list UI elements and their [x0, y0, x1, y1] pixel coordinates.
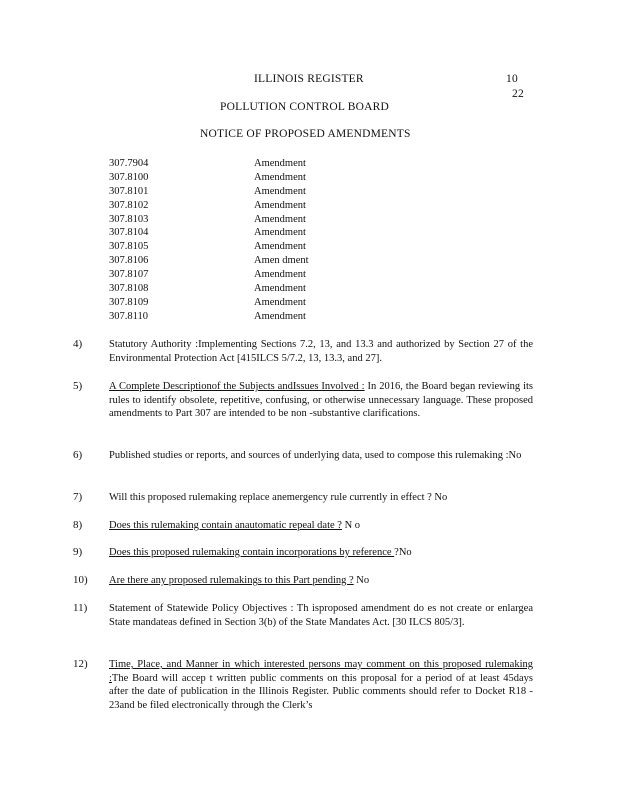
item-text	[109, 491, 533, 505]
item-text	[109, 546, 533, 560]
item-number: 9)	[73, 546, 83, 558]
section-row	[109, 213, 369, 227]
item-content: Published studies or reports, and sources of underlying data, used to compose this rulemaking :No	[109, 450, 522, 461]
page-number-bottom: 22	[512, 88, 524, 100]
section-number: 307.8105	[109, 241, 149, 253]
section-action: Amendment	[254, 158, 306, 169]
section-number: 307.8101	[109, 185, 149, 197]
item-text	[109, 338, 533, 365]
item-number: 12)	[73, 658, 88, 670]
statutory-authority-text: Statutory Authority :Implementing Sections 7.2, 13, and 13.3 and authorized by Section 27 of the Environmental Protection Act [415ILCS 5/7.2, 13, 13.3, and 27].	[109, 339, 533, 364]
item-number: 7)	[73, 491, 83, 503]
item-content: N o	[341, 520, 361, 531]
section-action: Amendment	[254, 310, 306, 322]
section-list	[109, 157, 369, 324]
notice-title: NOTICE OF PROPOSED AMENDMENTS	[200, 128, 411, 140]
section-row	[109, 157, 369, 171]
item-content: Statement of Statewide Policy Objectives : Th isproposed amendment do es not create or enlargea State mandateas defined in Section 3(b) of the State Mandates Act. [30 ILCS 805/3].	[109, 603, 533, 628]
section-action: Amendment	[254, 227, 306, 239]
section-row	[109, 254, 369, 268]
section-row	[109, 296, 369, 310]
item-content: ?No	[394, 547, 412, 558]
section-number: 307.8103	[109, 213, 149, 225]
item-content: Will this proposed rulemaking replace anemergency rule currently in effect ? No	[109, 492, 448, 503]
section-row	[109, 268, 369, 282]
section-action: Amendment	[254, 213, 306, 225]
section-action: Amendment	[254, 296, 306, 308]
section-number: 307.8102	[109, 199, 149, 211]
item-heading: Are there any proposed rulemakings to this Part pending ?	[109, 575, 354, 586]
item-number: 8)	[73, 519, 83, 531]
item-number: 4)	[73, 338, 83, 350]
section-action: Amendment	[254, 171, 306, 183]
section-action: Amendment	[254, 269, 306, 281]
section-row	[109, 240, 369, 254]
section-number: 307.8108	[109, 283, 149, 295]
section-number: 307.8110	[109, 310, 148, 322]
section-number: 307.8104	[109, 227, 149, 239]
section-row	[109, 185, 369, 199]
section-row	[109, 226, 369, 240]
section-row	[109, 199, 369, 213]
section-number: 307.8106	[109, 255, 149, 267]
board-title: POLLUTION CONTROL BOARD	[220, 101, 390, 113]
section-number: 307.8109	[109, 296, 149, 308]
item-text	[109, 574, 533, 588]
section-action: Amendment	[254, 185, 306, 197]
item-heading: Time, Place, and Manner in which interested persons may comment on this proposed rulemaking :	[109, 659, 533, 684]
item-text	[109, 658, 533, 712]
item-content: The Board will accep t written public comments on this proposal for a period of at least 45days after the date of publication in the Illinois Register. Public comments should refer to Docket R18 - 23and be filed electronically through the Clerk’s	[109, 672, 533, 711]
section-action: Amendment	[254, 199, 306, 211]
section-action: Amendment	[254, 241, 306, 253]
item-text	[109, 602, 533, 629]
item-text	[109, 449, 533, 463]
item-number: 10)	[73, 574, 88, 586]
section-action: Amen dment	[254, 255, 309, 267]
item-content: No	[353, 575, 370, 586]
item-heading: A Complete Descriptionof the Subjects andIssues Involved :	[109, 381, 365, 392]
item-content: In 2016, the Board began reviewing its rules to identify obsolete, repetitive, confusing, or otherwise unnecessary language. These proposed amendments to Part 307 are intended to be non -substantive clarifications.	[109, 381, 533, 419]
section-row	[109, 282, 369, 296]
item-heading: Does this proposed rulemaking contain incorporations by reference	[109, 547, 395, 558]
item-number: 6)	[73, 449, 83, 461]
register-title: ILLINOIS REGISTER	[254, 73, 364, 85]
item-text	[109, 519, 533, 533]
item-number: 5)	[73, 380, 83, 392]
item-number: 11)	[73, 602, 88, 614]
section-row	[109, 171, 369, 185]
section-action: Amendment	[254, 283, 306, 295]
section-number: 307.7904	[109, 158, 149, 169]
item-heading: Does this rulemaking contain anautomatic repeal date ?	[109, 520, 342, 531]
section-row	[109, 310, 369, 324]
section-number: 307.8100	[109, 171, 149, 183]
item-text	[109, 380, 533, 421]
page-number-top: 10	[506, 73, 518, 85]
section-number: 307.8107	[109, 269, 149, 281]
